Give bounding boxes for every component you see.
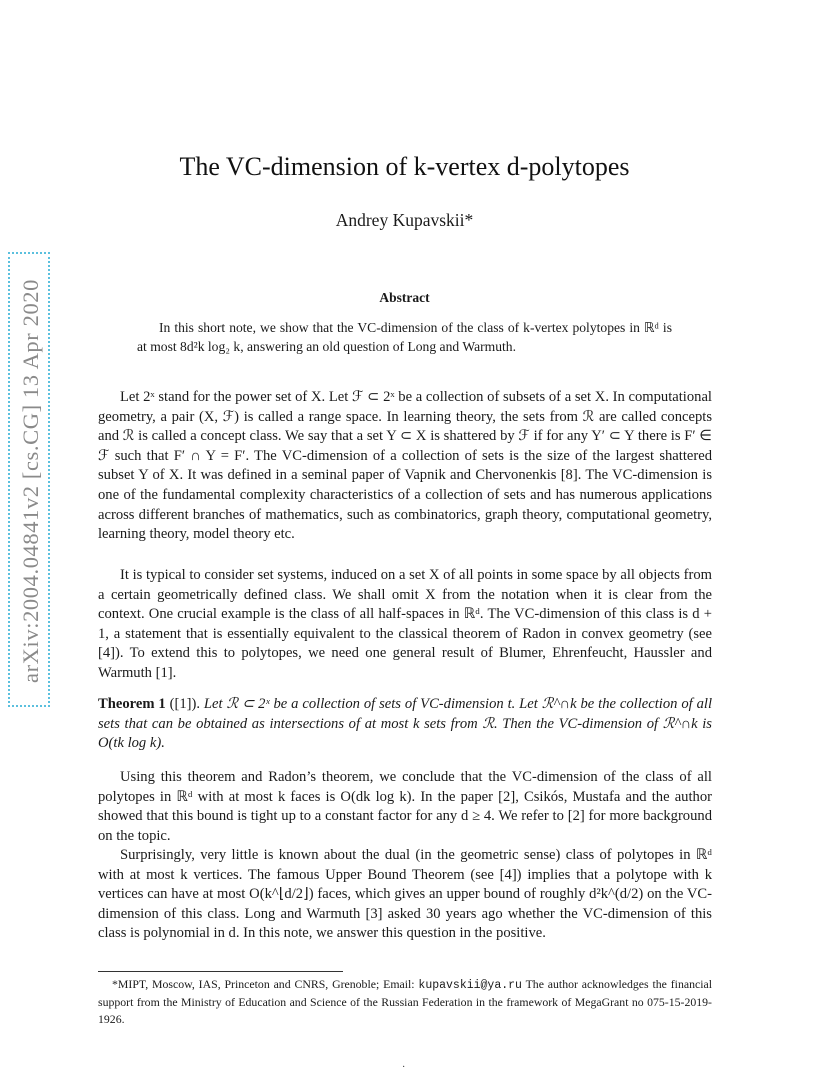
arxiv-side-stamp bbox=[8, 252, 50, 707]
theorem-statement: Let ℛ ⊂ 2ˣ be a collection of sets of VC-dimension t. Let ℛ^∩k be the collection of all sets that can be obtained as intersections of at most k sets from ℛ. Then the VC-dimension of ℛ^∩k is O(tk log k). bbox=[98, 696, 713, 752]
theorem-1 bbox=[98, 695, 712, 754]
footnote-affiliation: *MIPT, Moscow, IAS, Princeton and CNRS, Grenoble; Email: bbox=[112, 977, 419, 991]
abstract-text: In this short note, we show that the VC-dimension of the class of k-vertex polytopes in ℝᵈ is at most 8d²k log₂ k, answering an old question of Long and Warmuth. bbox=[137, 320, 672, 354]
theorem-label: Theorem 1 bbox=[98, 696, 166, 712]
footnote-funding: The author acknowledges the financial support from the Ministry of Education and Science of the Russian Federation in the framework of MegaGrant no 075-15-2019-1926. bbox=[98, 977, 713, 1026]
paper-author: Andrey Kupavskii* bbox=[335, 210, 474, 230]
paragraph-4: Surprisingly, very little is known about the dual (in the geometric sense) class of polytopes in ℝᵈ with at most k vertices. The famous Upper Bound Theorem (see [4]) implies that a polytope with k vertices can have at most O(k^⌊d/2⌋) faces, which gives an upper bound of roughly d²k^(d/2) on the VC-dimension of this class. Long and Warmuth [3] asked 30 years ago whether the VC-dimension of this class is polynomial in d. In this note, we answer this question in the positive. bbox=[98, 847, 712, 942]
page-number: · bbox=[402, 1062, 406, 1073]
theorem-citation: ([1]). bbox=[169, 696, 200, 712]
footnote bbox=[98, 976, 712, 1028]
paragraph-1: Let 2ˣ stand for the power set of X. Let ℱ ⊂ 2ˣ be a collection of subsets of a set X. In computational geometry, a pair (X, ℱ) is called a range space. In learning theory, the sets from ℛ are called concepts and ℛ is called a concept class. We say that a set Y ⊂ X is shattered by ℱ if for any Y′ ⊂ Y there is F′ ∈ ℱ such that F′ ∩ Y = F′. The VC-dimension of a collection of sets is the size of the largest shattered subset Y of X. It was defined in a seminal paper of Vapnik and Chervonenkis [8]. The VC-dimension is one of the fundamental complexity characteristics of a collection of sets and has numerous applications across different branches of mathematics, such as combinatorics, graph theory, computational geometry, learning theory, model theory etc. bbox=[98, 389, 712, 543]
paper-title: The VC-dimension of k-vertex d-polytopes bbox=[179, 152, 630, 181]
arxiv-identifier: arXiv:2004.04841v2 [cs.CG] 13 Apr 2020 bbox=[18, 279, 43, 684]
paragraph-3: Using this theorem and Radon’s theorem, we conclude that the VC-dimension of the class of all polytopes in ℝᵈ with at most k faces is O(dk log k). In the paper [2], Csikós, Mustafa and the author showed that this bound is tight up to a constant factor for any d ≥ 4. We refer to [2] for more background on the topic. bbox=[98, 769, 712, 844]
footnote-rule bbox=[98, 971, 343, 972]
footnote-email: kupavskii@ya.ru bbox=[418, 979, 522, 992]
abstract-heading: Abstract bbox=[379, 290, 430, 305]
paragraph-2: It is typical to consider set systems, induced on a set X of all points in some space by all objects from a certain geometrically defined class. We shall omit X from the notation when it is clear from the context. One crucial example is the class of all half-spaces in ℝᵈ. The VC-dimension of this class is d + 1, a statement that is essentially equivalent to the classical theorem of Radon in convex geometry (see [4]). To extend this to polytopes, we need one general result of Blumer, Ehrenfeucht, Haussler and Warmuth [1]. bbox=[98, 567, 712, 681]
